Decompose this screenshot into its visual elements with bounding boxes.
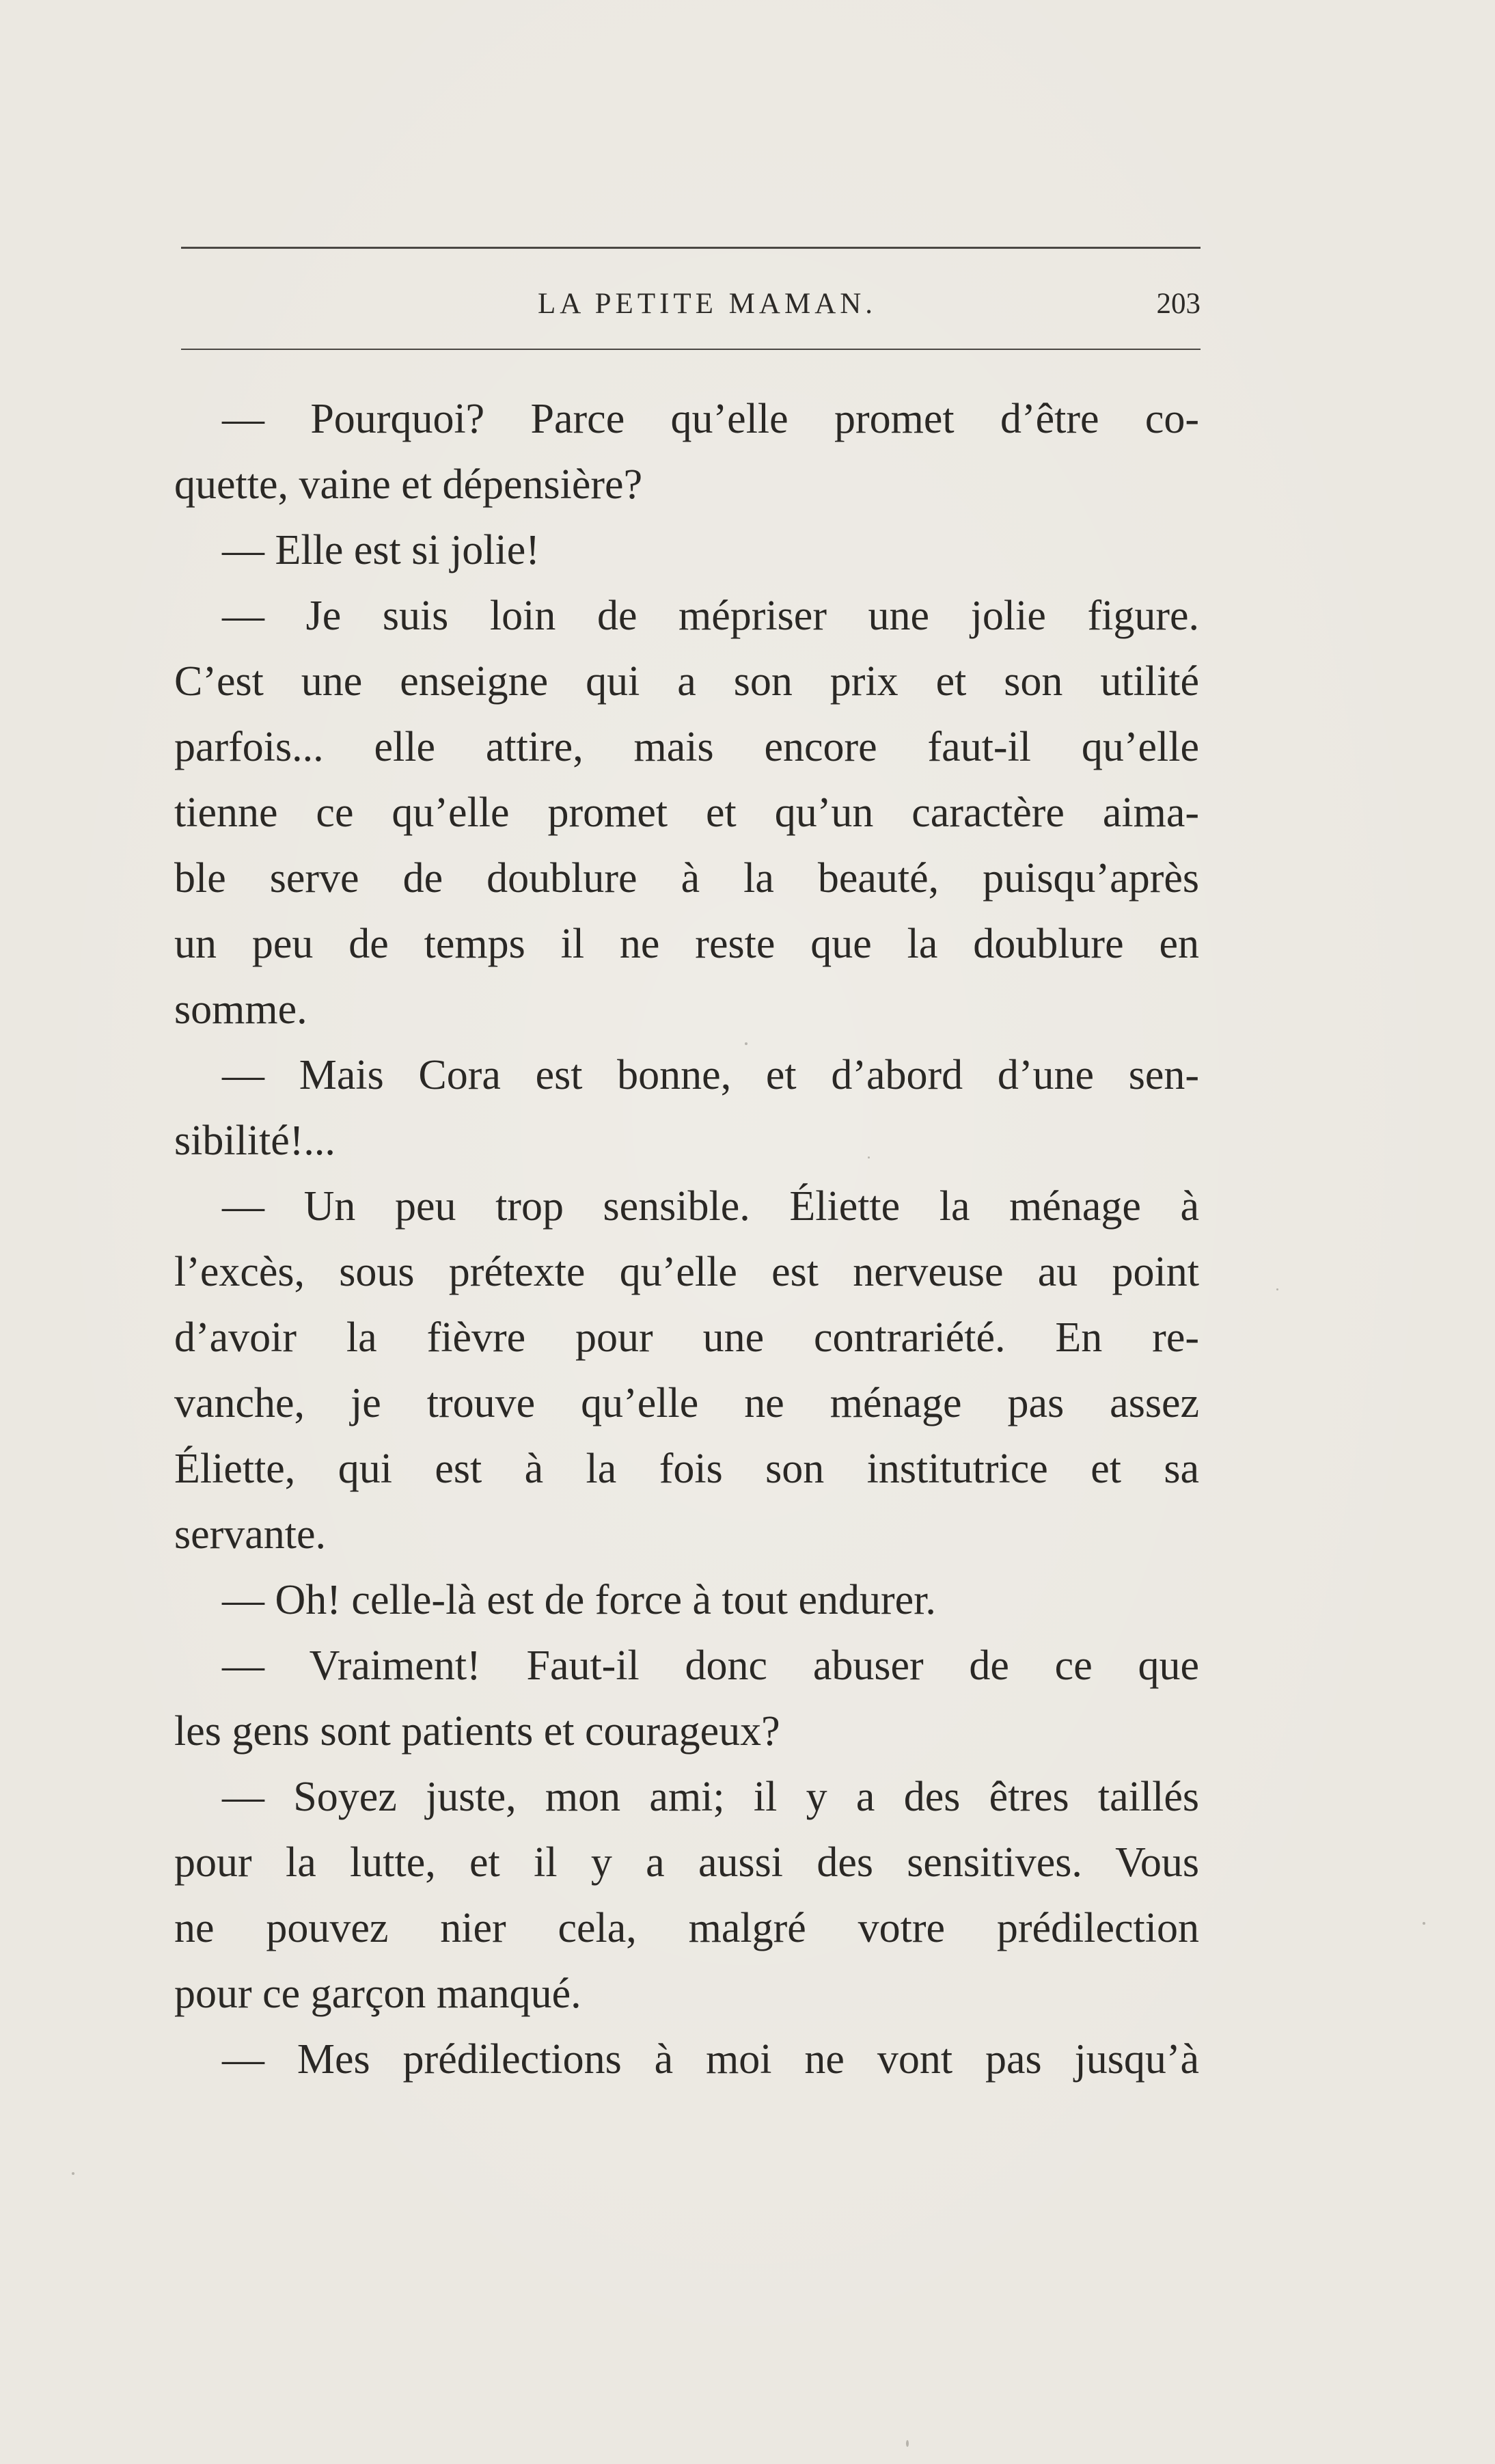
- text-line: vanche, je trouve qu’elle ne ménage pas assez: [174, 1380, 1199, 1426]
- text-line: un peu de temps il ne reste que la doublure en: [174, 921, 1199, 967]
- text-line: servante.: [174, 1511, 327, 1558]
- text-line: — Mais Cora est bonne, et d’abord d’une sen-: [222, 1052, 1199, 1098]
- text-line: tienne ce qu’elle promet et qu’un caractère aima-: [174, 789, 1199, 836]
- text-line: pour ce garçon manqué.: [174, 1971, 581, 2017]
- text-line: quette, vaine et dépensière?: [174, 461, 643, 508]
- paper-speck: [1423, 1922, 1425, 1925]
- text-line: l’excès, sous prétexte qu’elle est nerveuse au point: [174, 1249, 1199, 1295]
- text-line: — Elle est si jolie!: [222, 527, 540, 573]
- text-line: — Mes prédilections à moi ne vont pas jusqu’à: [222, 2036, 1199, 2083]
- text-line: d’avoir la fièvre pour une contrariété. En re-: [174, 1314, 1199, 1361]
- body-text: [174, 386, 1199, 2092]
- text-line: pour la lutte, et il y a aussi des sensitives. Vous: [174, 1839, 1199, 1886]
- text-line: — Soyez juste, mon ami; il y a des êtres taillés: [222, 1774, 1199, 1820]
- text-line: Éliette, qui est à la fois son institutrice et sa: [174, 1446, 1199, 1492]
- text-line: — Je suis loin de mépriser une jolie figure.: [222, 593, 1199, 639]
- text-line: C’est une enseigne qui a son prix et son utilité: [174, 658, 1199, 705]
- text-line: — Oh! celle-là est de force à tout endurer.: [222, 1577, 936, 1623]
- text-line: — Vraiment! Faut-il donc abuser de ce que: [222, 1642, 1199, 1689]
- running-head: [181, 283, 1201, 325]
- text-line: sibilité!...: [174, 1118, 335, 1164]
- running-title: LA PETITE MAMAN.: [537, 288, 877, 320]
- text-line: somme.: [174, 986, 307, 1033]
- text-line: parfois... elle attire, mais encore faut-il qu’elle: [174, 724, 1199, 770]
- text-line: — Pourquoi? Parce qu’elle promet d’être co-: [222, 396, 1199, 442]
- page-number: 203: [1156, 288, 1201, 320]
- header-bottom-rule: [181, 349, 1201, 350]
- header-top-rule: [181, 247, 1201, 249]
- text-line: ne pouvez nier cela, malgré votre prédilection: [174, 1905, 1199, 1951]
- paper-speck: [1276, 1288, 1278, 1290]
- paper-speck: [868, 1156, 870, 1159]
- paper-speck: [72, 2172, 74, 2175]
- text-line: ble serve de doublure à la beauté, puisqu’après: [174, 855, 1199, 902]
- paper-speck: [906, 2440, 909, 2447]
- text-line: — Un peu trop sensible. Éliette la ménage à: [222, 1183, 1199, 1230]
- paper-speck: [745, 1042, 748, 1045]
- text-line: les gens sont patients et courageux?: [174, 1708, 780, 1755]
